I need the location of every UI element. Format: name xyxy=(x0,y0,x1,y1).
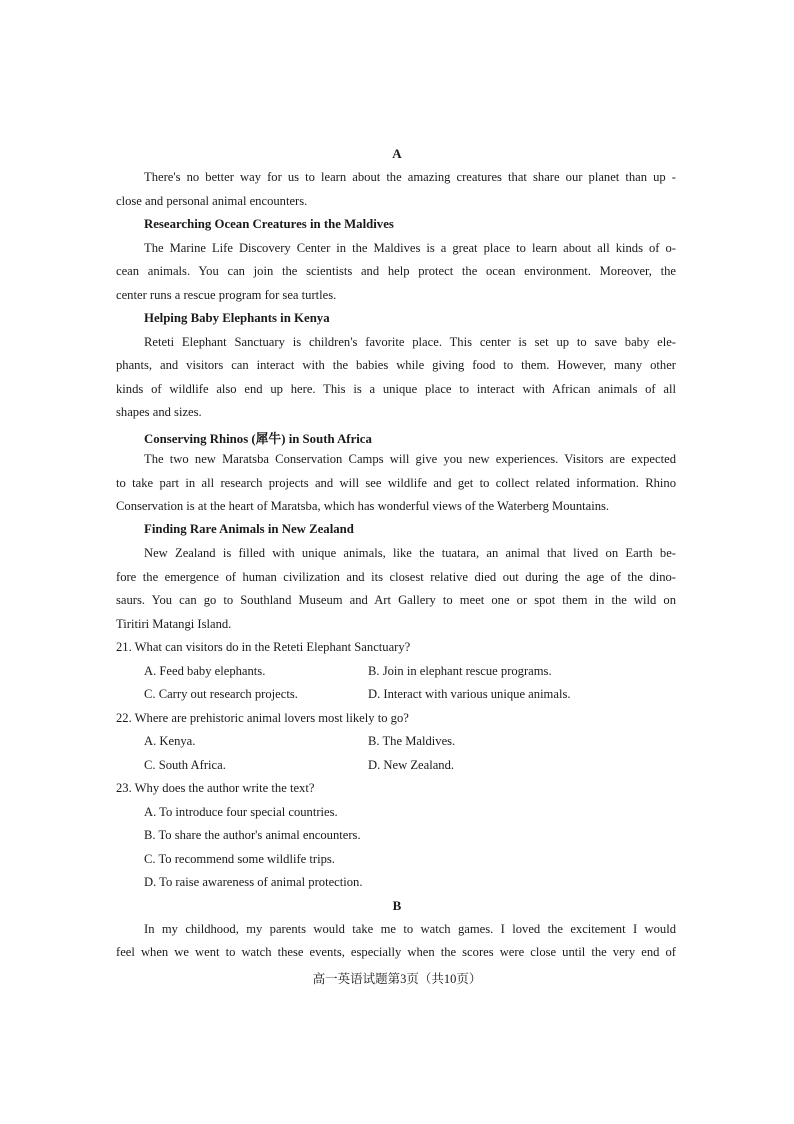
south-africa-line-2: to take part in all research projects and will see wildlife and get to collect related information. Rhino xyxy=(116,476,676,490)
heading-kenya: Helping Baby Elephants in Kenya xyxy=(144,311,330,325)
q23-option-b[interactable]: B. To share the author's animal encounters. xyxy=(144,828,361,842)
south-africa-line-3: Conservation is at the heart of Maratsba, which has wonderful views of the Waterberg Mountains. xyxy=(116,499,610,513)
intro-line-1: There's no better way for us to learn about the amazing creatures that share our planet than up - xyxy=(144,170,676,184)
q23-option-c[interactable]: C. To recommend some wildlife trips. xyxy=(144,852,335,866)
section-b-line-2: feel when we went to watch these events, especially when the scores were close until the very end of xyxy=(116,945,676,959)
q21-option-d[interactable]: D. Interact with various unique animals. xyxy=(368,687,571,701)
kenya-line-2: phants, and visitors can interact with the babies while giving food to them. However, many other xyxy=(116,358,676,372)
q22-option-b[interactable]: B. The Maldives. xyxy=(368,734,456,748)
section-a-label: A xyxy=(392,146,402,161)
kenya-line-4: shapes and sizes. xyxy=(116,405,202,419)
q22-option-d[interactable]: D. New Zealand. xyxy=(368,758,455,772)
q22-option-a[interactable]: A. Kenya. xyxy=(144,734,196,748)
q22-option-c[interactable]: C. South Africa. xyxy=(144,758,226,772)
q21-option-c[interactable]: C. Carry out research projects. xyxy=(144,687,298,701)
intro-line-2: close and personal animal encounters. xyxy=(116,194,308,208)
heading-south-africa: Conserving Rhinos (犀牛) in South Africa xyxy=(144,432,372,446)
q23-option-d[interactable]: D. To raise awareness of animal protection. xyxy=(144,875,363,889)
maldives-line-3: center runs a rescue program for sea turtles. xyxy=(116,288,337,302)
kenya-line-1: Reteti Elephant Sanctuary is children's favorite place. This center is set up to save baby ele- xyxy=(144,335,676,349)
heading-new-zealand: Finding Rare Animals in New Zealand xyxy=(144,522,354,536)
question-21-stem: 21. What can visitors do in the Reteti Elephant Sanctuary? xyxy=(116,640,411,654)
south-africa-line-1: The two new Maratsba Conservation Camps will give you new experiences. Visitors are expected xyxy=(144,452,676,466)
new-zealand-line-1: New Zealand is filled with unique animals, like the tuatara, an animal that lived on Earth be- xyxy=(144,546,676,560)
question-22-stem: 22. Where are prehistoric animal lovers most likely to go? xyxy=(116,711,409,725)
q21-option-a[interactable]: A. Feed baby elephants. xyxy=(144,664,266,678)
section-b-line-1: In my childhood, my parents would take me to watch games. I loved the excitement I would xyxy=(144,922,676,936)
heading-maldives: Researching Ocean Creatures in the Maldives xyxy=(144,217,394,231)
section-b-label: B xyxy=(392,898,402,913)
page-footer: 高一英语试题第3页（共10页） xyxy=(312,972,482,986)
q21-option-b[interactable]: B. Join in elephant rescue programs. xyxy=(368,664,552,678)
maldives-line-2: cean animals. You can join the scientists and help protect the ocean environment. Moreover, the xyxy=(116,264,676,278)
new-zealand-line-2: fore the emergence of human civilization and its closest relative died out during the age of the dino- xyxy=(116,570,676,584)
question-23-stem: 23. Why does the author write the text? xyxy=(116,781,315,795)
q23-option-a[interactable]: A. To introduce four special countries. xyxy=(144,805,338,819)
new-zealand-line-3: saurs. You can go to Southland Museum and Art Gallery to meet one or spot them in the wild on xyxy=(116,593,676,607)
new-zealand-line-4: Tiritiri Matangi Island. xyxy=(116,617,232,631)
maldives-line-1: The Marine Life Discovery Center in the Maldives is a great place to learn about all kinds of o- xyxy=(144,241,676,255)
kenya-line-3: kinds of wildlife also end up here. This is a unique place to interact with African animals of all xyxy=(116,382,676,396)
